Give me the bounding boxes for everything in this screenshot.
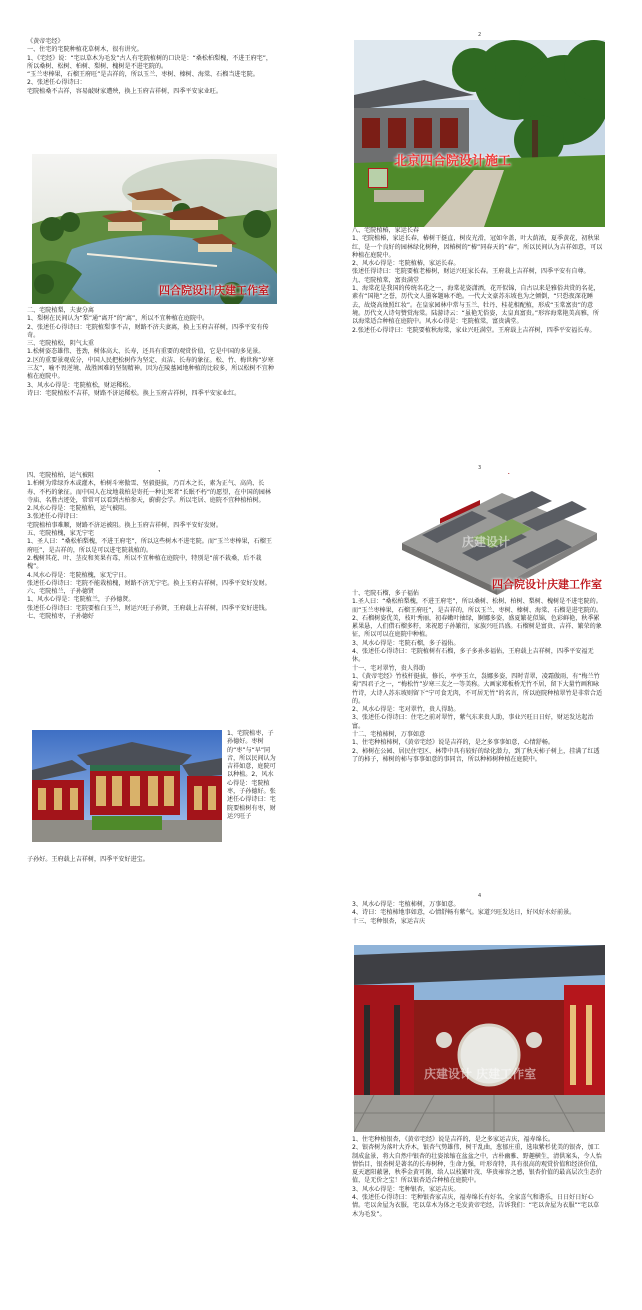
paragraph: 4.风水心得是：宅院植槐，家无宁日。 (27, 571, 131, 579)
paragraph: 张述任心得诗曰：宅院不能栽植槐，财路不济无宁宅。换上玉府吉祥树，四季平安好发财。 (27, 579, 271, 587)
paragraph: 1、《黄帝宅经》竹枝杆挺拔，修长，亭亭玉立，袅娜多姿，四时青翠，凌霜傲雨，有“梅兰竹菊”四君子之一，“梅松竹”岁寒三友之一等美称。大画家郑板桥无竹不居，留下大量竹画和咏竹诗，大诗人苏东坡则留下“宁可食无肉，不可居无竹”的名言，所以庭院种植翠竹是非常合适的。 (352, 672, 603, 705)
paragraph: 宅院植桑不吉祥，容易敲财家遭殃，换上玉府吉祥树，四季平安家业旺。 (27, 87, 222, 95)
paragraph: 八、宅院植椿，家运长春 (352, 227, 420, 234)
paragraph: 十一、宅对翠竹，贵人得助 (352, 664, 426, 672)
page-5 (352, 893, 606, 1303)
paragraph: 2、银杏树为落叶大乔木，银杏气势雄伟，树干乱曲，葱郁庄重，选取紫杉优美的银杏，加工制成盆景，将大自然中银杏的壮姿浓缩在盆盆之中，古朴幽雅、野趣横生，清供案头，令人怡情怡目，银杏树是著名的长寿树种，生命力强，叶形奇特，具有很高的观赏价值和经济价值，夏天遮阳蔽暑，秋季金黄可掬，给人以枝繁叶茂、华贵雍容之感，银杏价值的最高层次生态价值，是无价之宝！所以银杏适合种植在庭院中。 (352, 1144, 602, 1185)
col1-bot-text (27, 472, 275, 621)
paragraph: 十二、宅植柿树，万事如意 (352, 731, 426, 739)
paragraph: 1、圣人曰：“桑松柏梨槐，不进王府宅”，所以这些树木不进宅院。而“玉兰枣棒果，石榴王府旺”，是吉祥的，所以是可以进宅院栽植的。 (27, 538, 272, 554)
paragraph: 1、风水心得是：宅院植兰，子孙德贤。 (27, 596, 135, 604)
paragraph: 3、风水心得是：宅植柿树，万事如意。 (352, 901, 460, 908)
studio-watermark: 四合院设计庆建工作室 (159, 284, 269, 297)
paragraph: 宅院植柏事难顺，财路不济运被阻。换上玉府吉祥树，四季平安好发财。 (27, 521, 222, 529)
paragraph: 四、宅院植柏，运气被阻 (27, 472, 95, 479)
paragraph: 十三、宅种银杏，家运吉庆 (352, 917, 426, 925)
page-number: 3 (478, 465, 482, 471)
paragraph: 2、石榴树姿优美，枝叶秀丽，初春嫩叶抽绿，婀娜多姿，盛夏繁花似锦，色彩鲜艳，秋季累累果悬，人们借石榴多籽，来祝愿子孙繁衍，家族兴旺昌盛。石榴树是富贵、吉祥、繁荣的象征，所以可以在庭院中种植。 (352, 614, 602, 639)
paragraph: 3、张述任心得诗曰：住宅之前对翠竹，紫气东来贵人助，事业兴旺日日好，财运发达起治富。 (352, 714, 594, 730)
seal-stamp (368, 168, 388, 188)
paragraph: 1、梨树在民间认为“梨”通“离开”的“离”，所以不宜种植在庭院中。 (27, 315, 209, 323)
paragraph: 2.槐树其花、叶、茎皮和荚果有毒，所以不宜种植在庭院中，特别是“前不栽桑，后不栽槐”。 (27, 554, 262, 571)
paragraph: 3、风水心得是：宅院石榴，多子福佑。 (352, 639, 460, 647)
paragraph: 七、宅院植枣，子孙德好 (27, 613, 95, 621)
moon-gate-courtyard-image (354, 945, 605, 1132)
paragraph: 1、宅院植椿，家运长春，椿树干挺直，树皮光滑，冠如伞盖，叶大荫浓，夏季黄花，初秋果红，是一个良好的园林绿化树种，因椿树的“椿”同春天的“春”，所以民间认为吉祥如意，可以种植在庭院中。 (352, 235, 603, 259)
paragraph: 张述任得诗曰：宅院要植老椿树，财运兴旺家长春。王府栽上吉祥树，四季平安有自尊。 (352, 268, 590, 276)
page-4 (352, 465, 606, 885)
paragraph: 2、风水心得是：宅院植椿，家运长春。 (352, 260, 460, 268)
paragraph: 1、海棠花是我国的传统名花之一，海棠花姿潇洒，花开似锦，自古以来是雅俗共赏的名花，素有“国艳”之誉，历代文人墨客题咏不绝。一代大文豪苏东坡也为之倾倒，“只恐夜深花睡去，故烧高烛照红妆”。在皇家园林中常与玉兰、牡丹、桂花相配植，形成“玉棠富贵”的意境。历代文人诗句赞赏海棠。陆游诗云：“虽艳无俗姿，太皇真富贵。”形容海棠艳美高雅，所以海棠适合种植在庭院中。风水心得是：宅院植棠，富贵满堂。 (352, 285, 600, 326)
beijing-watermark: 北京四合院设计施工 (394, 154, 512, 169)
paragraph: 4、张述任心得诗曰：宅种银杏家吉庆，福寿绵长有好名，全家喜气和谐乐，日日好日好心情。宅以舍屋为衣服，宅以草木为体之毛发黄帝宅经，告诉我们：“宅以舍屋为衣服”“宅以草木为毛发”。 (352, 1194, 600, 1218)
col2-mid-text (352, 590, 604, 764)
paragraph: 2、柿树在公园、居民住宅区、林带中具有较好的绿化潜力，到了秋天柿子树上，挂满了红透了的柿子，柿树的柿与事事如意的事同音，所以种柿树种植在庭院中。 (352, 747, 600, 763)
paragraph: 3.张述任心得诗曰： (27, 513, 82, 521)
page-3 (352, 32, 606, 462)
page-1 (27, 38, 279, 448)
paragraph: 2.张述任心得诗曰：宅院要植秋海棠，家业兴旺满堂。王府载上吉祥树，四季平安福长寿。 (352, 326, 596, 334)
col1-mid-text (27, 307, 275, 398)
col2-top-text (352, 227, 604, 335)
paragraph: 3、风水心得是：宅种银杏，家运吉庆。 (352, 1185, 460, 1193)
paragraph: 1、住宅种植银杏，《黄帝宅经》说是吉祥的，是之多家运吉庆，福寿绵长。 (352, 1136, 554, 1143)
page-number: 4 (478, 893, 482, 899)
paragraph: 2、张述任心得诗曰：宅院植梨事不吉，财路不济夫妻离，换上玉府吉祥树，四季平安有传奇。 (27, 323, 269, 339)
paragraph: 诗曰：宅院植松不吉祥，财路不济运稀松。换上玉府吉祥树，四季平安家业红。 (27, 389, 241, 397)
col2-bot2-text (352, 1136, 604, 1219)
ghost-watermark: 庆建设计 庆建工作室 (424, 1067, 537, 1081)
paragraph: 2、风水心得是：宅对翠竹，贵人得助。 (352, 706, 460, 714)
paragraph: 二、宅院植梨，夫妻分离 (27, 307, 95, 314)
studio-watermark: 四合院设计庆建工作室 (492, 578, 602, 591)
paragraph: 1.松树姿态雄伟、苍劲，树体高大、长寿，还具有重要的观赏价值，它是中国的多见景。 (27, 348, 265, 356)
siheyuan-render-image (392, 473, 606, 598)
col2-bot1-text (352, 901, 604, 926)
paragraph: 五、宅院植槐，家无宁宅 (27, 530, 95, 538)
paragraph: 1、《宅经》说：“宅以草木为毛发”古人有宅院植树的口诀是：“桑松柏梨槐，不进王府宅”，所以桑树、松树、柏树、梨树、槐树是不进宅院的。 (27, 54, 273, 70)
paragraph: 2、张述任心得诗曰： (27, 79, 86, 87)
paragraph: 九、宅院植棠，富贵满堂 (352, 276, 420, 284)
paragraph: 3、风水心得是：宅院植松，财运稀松。 (27, 381, 135, 389)
aerial-garden-image (32, 154, 277, 304)
paragraph: 4、诗曰：宅植柿地事如意，心情舒畅有紫气。家道兴旺发达日，好风好水好前景。 (352, 909, 576, 917)
garden-courtyard-image (354, 40, 605, 227)
paragraph: 三、宅院植松，阴气太重 (27, 340, 95, 348)
paragraph: 子孙好。王府载上吉祥树，四季平安好进宝。 (27, 856, 149, 863)
paragraph: 六、宅院植兰，子孙德贤 (27, 588, 95, 596)
paragraph: 张述任心得诗曰：宅院要植白玉兰，财运兴旺子孙贤，王府载上吉祥树，四季平安好进钱。 (27, 604, 271, 612)
paragraph: 《黄帝宅经》 (27, 38, 64, 45)
paragraph: 一、住宅的宅院种植花草树木，很有讲究。 (27, 46, 143, 54)
red-courtyard-image (32, 730, 222, 842)
paragraph: “玉兰枣棒果，石榴王府旺”是吉祥的，所以玉兰、枣树、榛树、海棠、石榴当进宅院。 (27, 71, 259, 79)
paragraph: 2.风水心得是：宅院植柏，运气被阻。 (27, 505, 131, 513)
side-caption: 1、宅院植枣，子孙德好。枣树的“枣”与“早”同音，所以民间认为吉祥如意，庭院可以种植。2、风水心得是：宅院植枣，子孙德好。张述任心得诗曰：宅院要植树有枣，财运兴旺子 (227, 730, 276, 820)
paragraph: 4、张述任心得诗曰：宅院植树有石榴，多子多孙多福佑，王府载上吉祥树，四季平安福无休。 (352, 648, 594, 664)
ghost-watermark: 庆建设计 (462, 535, 511, 549)
paragraph: 2.区的重要景观成分，中国人民把松树作为坚定、贞洁、长寿的象征。松、竹、梅世称“岁寒三友”，喻不畏逆境、战胜困难的坚韧精神。因为在陵墓园地种植的比较多，所以松树不宜种植在庭院中。 (27, 356, 274, 381)
paragraph: 1.柏树为常绿乔木或灌木，柏树斗寒傲雪、坚毅挺拔，乃百木之长，素为正气、高尚、长寿、不朽的象征。而中国人在坟地栽柏是寄托一种让死者“长眠不朽”的愿望，在中国的园林寺庙、名胜古迹处，常常可以看到古柏参天，蔚蔚会学。所以宅居、庭院不宜种植柏树。 (27, 480, 271, 504)
paragraph: 1、住宅种植柿树，《黄帝宅经》说是吉祥的，是之多事事如意，心情舒畅。 (352, 739, 554, 747)
page-number: 2 (478, 32, 482, 38)
paragraph: 十、宅院石榴，多子福佑 (352, 590, 420, 597)
page-2 (27, 472, 279, 872)
col1-top-text (27, 38, 275, 96)
paragraph: 1.圣人曰：“桑松柏梨槐，不进王府宅”，所以桑树、松树、柏树、梨树、槐树是不进宅院的。而“玉兰枣棒果，石榴王府旺”，是吉祥的，所以玉兰、枣树、榛树、海棠、石榴是进宅院的。 (352, 598, 603, 614)
